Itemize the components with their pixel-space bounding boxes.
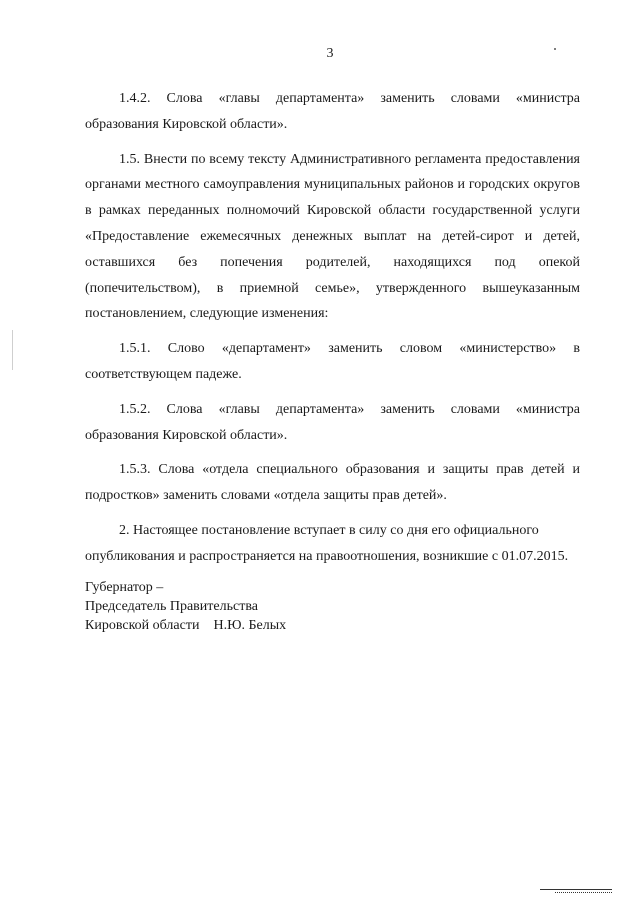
scan-artifact-mark xyxy=(12,330,13,370)
paragraph-1-5-2: 1.5.2. Слова «главы департамента» заменить словами «министра образования Кировской области». xyxy=(85,401,580,443)
paragraph-1-5-1: 1.5.1. Слово «департамент» заменить словом «министерство» в соответствующем падеже. xyxy=(85,341,580,382)
document-body xyxy=(85,86,580,579)
signature-title-line-1: Губернатор – xyxy=(85,580,164,595)
signature-region: Кировской области xyxy=(85,618,200,633)
footer-rule-dotted xyxy=(555,892,612,893)
paragraph-1-5: 1.5. Внести по всему тексту Административного регламента предоставления органами местного самоуправления муниципальных районов и городских округов в рамках переданных полномочий Кировской области государственной услуги «Предоставление ежемесячных денежных выплат на детей-сирот и детей, оставшихся без попечения родителей, находящихся под опекой (попечительством), в приемной семье», утвержденного вышеуказанным постановлением, следующие изменения: xyxy=(85,151,580,322)
paragraph-2: 2. Настоящее постановление вступает в силу со дня его официального опубликования и распространяется на правоотношения, возникшие с 01.07.2015. xyxy=(85,522,569,564)
signature-title-line-2: Председатель Правительства xyxy=(85,599,258,614)
signatory-name: Н.Ю. Белых xyxy=(213,618,287,633)
signature-block xyxy=(85,578,286,635)
scan-artifact-dot xyxy=(554,48,556,50)
paragraph-1-5-3: 1.5.3. Слова «отдела специального образования и защиты прав детей и подростков» заменить словами «отдела защиты прав детей». xyxy=(85,462,580,504)
signature-region-line xyxy=(85,616,286,635)
page-number: 3 xyxy=(326,46,334,61)
footer-rule xyxy=(540,889,612,890)
paragraph-1-4-2: 1.4.2. Слова «главы департамента» заменить словами «министра образования Кировской области». xyxy=(85,91,580,132)
